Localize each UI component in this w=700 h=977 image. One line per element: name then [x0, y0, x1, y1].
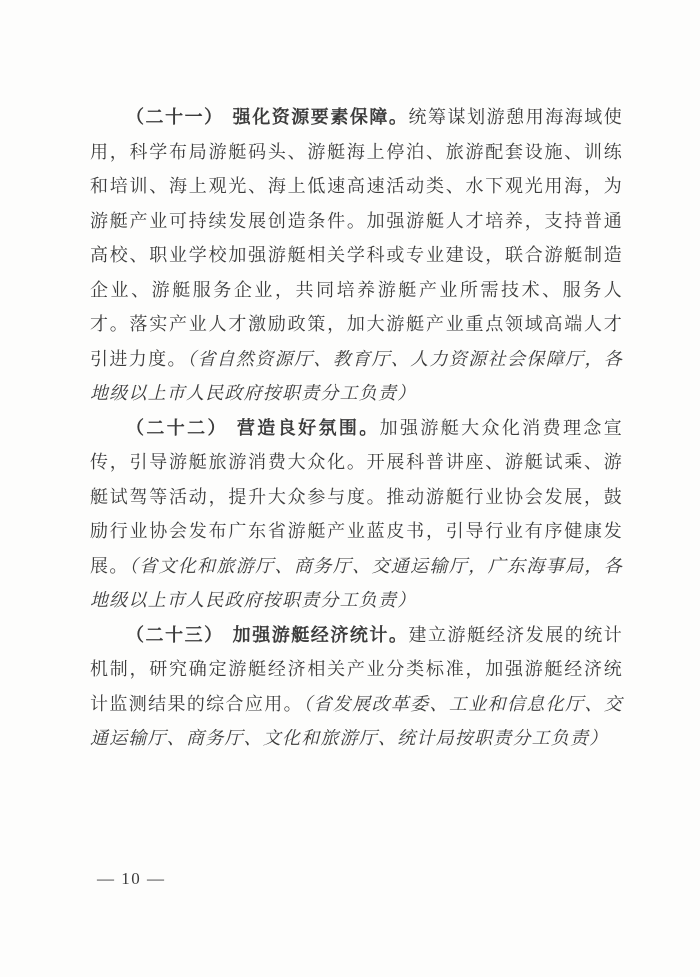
section-number: （二十一）: [126, 107, 224, 127]
section-body-text: 建立游艇经济发展的统计机制，研究确定游艇经济相关产业分类标准，加强游艇经济统计监测结果的综合应用。: [90, 624, 623, 714]
section-title: 加强游艇经济统计。: [232, 624, 409, 645]
section-number: （二十三）: [126, 624, 224, 645]
section-title: 强化资源要素保障。: [232, 107, 409, 127]
section-body-text: 加强游艇大众化消费理念宣传，引导游艇旅游消费大众化。开展科普讲座、游艇试乘、游艇试驾等活动，提升大众参与度。推动游艇行业协会发展，鼓励行业协会发布广东省游艇产业蓝皮书，引导行业有序健康发展。: [90, 417, 624, 576]
section-attribution: （省自然资源厅、教育厅、人力资源社会保障厅，各地级以上市人民政府按职责分工负责）: [90, 348, 624, 403]
section-23: [90, 618, 623, 756]
document-body: [90, 100, 623, 756]
section-22: [90, 411, 623, 618]
page-footer: [97, 869, 166, 889]
section-title: 营造良好氛围。: [236, 417, 380, 438]
section-attribution: （省文化和旅游厅、商务厅、交通运输厅，广东海事局，各地级以上市人民政府按职责分工负责）: [90, 555, 623, 610]
section-attribution: （省发展改革委、工业和信息化厅、交通运输厅、商务厅、文化和旅游厅、统计局按职责分工负责）: [90, 693, 623, 748]
page-number: — 10 —: [97, 869, 166, 888]
section-body-text: 统筹谋划游憩用海海域使用，科学布局游艇码头、游艇海上停泊、旅游配套设施、训练和培训、海上观光、海上低速高速活动类、水下观光用海，为游艇产业可持续发展创造条件。加强游艇人才培养，支持普通高校、职业学校加强游艇相关学科或专业建设，联合游艇制造企业、游艇服务企业，共同培养游艇产业所需技术、服务人才。落实产业人才激励政策，加大游艇产业重点领域高端人才引进力度。: [90, 107, 623, 369]
section-21: [90, 100, 623, 411]
section-number: （二十二）: [126, 417, 228, 438]
